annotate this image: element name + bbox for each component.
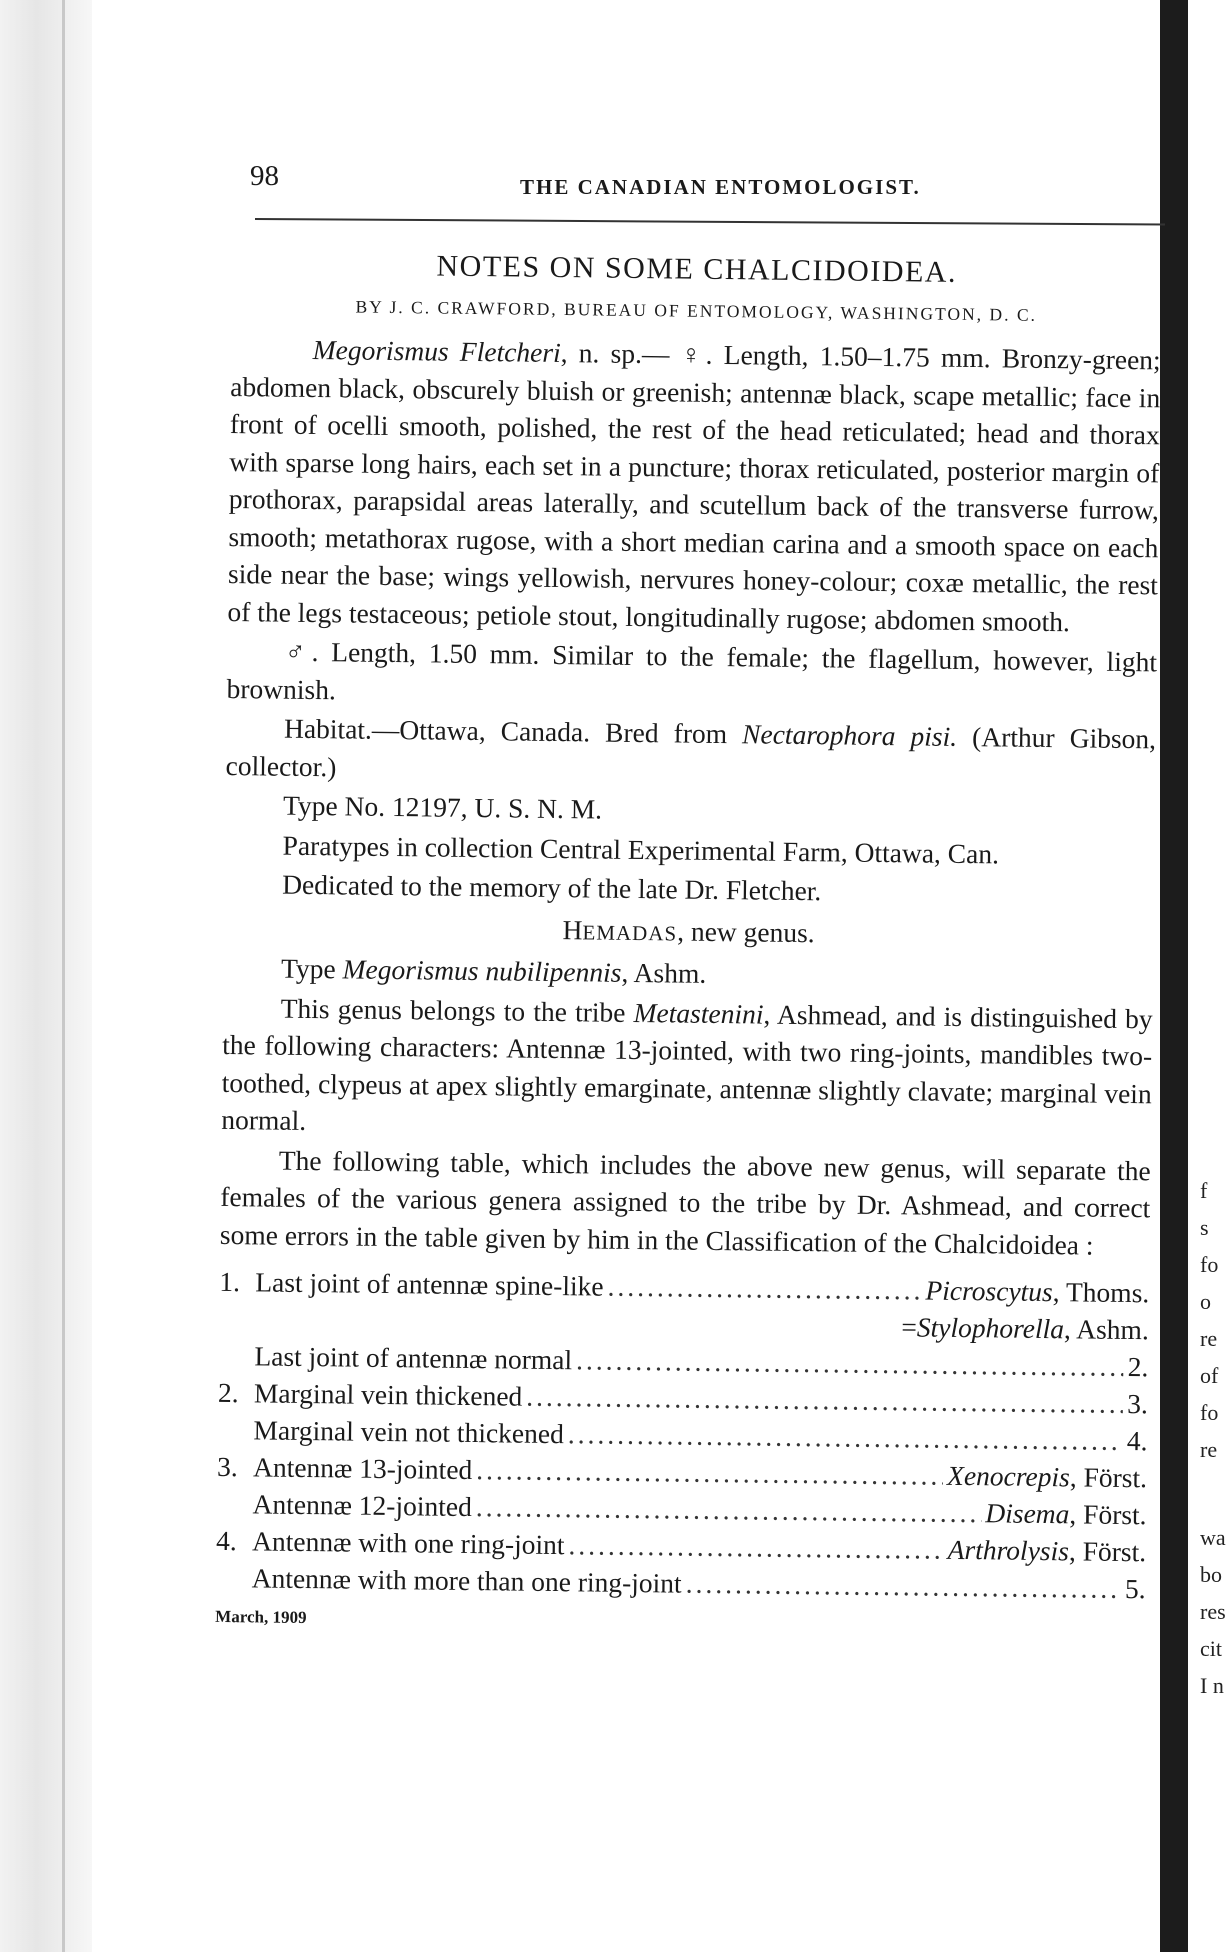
key-result bbox=[1127, 1422, 1148, 1460]
key-synonym-prefix: = bbox=[901, 1311, 918, 1343]
key-leader-dots bbox=[607, 1268, 921, 1309]
key-couplet-ref: 2. bbox=[1127, 1351, 1149, 1383]
key-genus: Arthrolysis bbox=[947, 1533, 1070, 1567]
key-number: 3. bbox=[216, 1450, 238, 1483]
tribe-name: Metastenini bbox=[633, 996, 764, 1030]
genus-type-prefix: Type bbox=[280, 952, 343, 985]
key-author: , Ashm. bbox=[1063, 1313, 1150, 1346]
genus-name: EMADAS bbox=[582, 919, 678, 945]
type-number: Type No. 12197, U. S. N. M. bbox=[282, 789, 603, 825]
species-description bbox=[227, 330, 1161, 641]
paratypes: Paratypes in collection Central Experimental Farm, Ottawa, Can. bbox=[282, 829, 1000, 869]
edge-fragment: wa bbox=[1200, 1525, 1226, 1550]
habitat-collector: (Arthur Gibson, collector.) bbox=[225, 720, 1157, 782]
edge-fragment: fo bbox=[1200, 1252, 1219, 1277]
key-couplet-ref: 3. bbox=[1127, 1388, 1149, 1420]
host-name: Nectarophora pisi. bbox=[741, 718, 958, 752]
genus-type-species: Megorismus nubilipennis bbox=[342, 953, 622, 988]
key-result bbox=[925, 1272, 1149, 1312]
key-result bbox=[1128, 1348, 1149, 1386]
key-text: Marginal vein thickened bbox=[253, 1377, 523, 1412]
page-number: 98 bbox=[250, 160, 279, 192]
edge-fragment: f bbox=[1200, 1178, 1208, 1203]
key-number: 4. bbox=[215, 1524, 237, 1557]
key-result bbox=[947, 1531, 1146, 1571]
key-number: 1. bbox=[219, 1265, 241, 1298]
habitat-text: Habitat.—Ottawa, Canada. Bred from bbox=[283, 712, 743, 750]
key-text: Last joint of antennæ spine-like bbox=[255, 1266, 604, 1302]
species-designation: , n. sp.— ♀. Length, 1.50–1.75 mm. Bronzy-green; abdomen black, obscurely bluish or greenish; antennæ black, scape metallic; face in front of ocelli smooth, polished, the rest of the head reticulated; head and thorax with sparse long hairs, each set in a puncture; thorax reticulated, posterior margin of prothorax, parapsidal areas laterally, and scutellum back of the transverse furrow, smooth; metathorax rugose, with a short median carina and a smooth space on each side near the base; wings yellowish, nervures honey-colour; coxæ metallic, the rest of the legs testaceous; petiole stout, longitudinally rugose; abdomen smooth. bbox=[227, 337, 1161, 637]
key-author: , Thoms. bbox=[1052, 1276, 1150, 1309]
article-body bbox=[215, 245, 1162, 1647]
key-text: Antennæ with more than one ring-joint bbox=[251, 1562, 682, 1599]
edge-fragment: I n bbox=[1200, 1673, 1224, 1698]
edge-fragment: res bbox=[1200, 1599, 1226, 1624]
edge-fragment: re bbox=[1200, 1326, 1218, 1351]
genus-desc-prefix: This genus belongs to the tribe bbox=[280, 992, 634, 1028]
key-text: Antennæ with one ring-joint bbox=[251, 1525, 565, 1561]
key-result bbox=[985, 1494, 1147, 1533]
key-author: , Först. bbox=[1068, 1535, 1147, 1568]
key-result bbox=[947, 1457, 1147, 1497]
key-leader-dots bbox=[476, 1451, 943, 1494]
key-leader-dots bbox=[685, 1565, 1121, 1608]
key-genus: Stylophorella bbox=[916, 1311, 1065, 1345]
running-title: THE CANADIAN ENTOMOLOGIST. bbox=[520, 175, 921, 199]
key-text: Last joint of antennæ normal bbox=[254, 1340, 573, 1376]
genus-initial: H bbox=[562, 913, 583, 945]
issue-date: March, 1909 bbox=[215, 1606, 307, 1628]
edge-fragment: re bbox=[1200, 1437, 1218, 1462]
key-couplet-ref: 5. bbox=[1124, 1573, 1146, 1605]
article-byline: BY J. C. CRAWFORD, BUREAU OF ENTOMOLOGY, WASHINGTON, D. C. bbox=[355, 296, 1038, 325]
key-author: , Först. bbox=[1069, 1498, 1147, 1531]
edge-fragment: fo bbox=[1200, 1400, 1219, 1425]
key-result bbox=[1127, 1385, 1148, 1423]
key-text: Antennæ 13-jointed bbox=[252, 1451, 473, 1486]
key-text: Marginal vein not thickened bbox=[253, 1414, 565, 1450]
male-description: ♂. Length, 1.50 mm. Similar to the female; the flagellum, however, light brownish. bbox=[226, 635, 1158, 705]
genus-type-author: , Ashm. bbox=[621, 956, 707, 989]
key-genus: Xenocrepis bbox=[946, 1459, 1071, 1493]
genus-label: , new genus. bbox=[677, 914, 815, 948]
key-genus: Disema bbox=[985, 1497, 1070, 1530]
dedication: Dedicated to the memory of the late Dr. Fletcher. bbox=[282, 868, 822, 907]
identification-key bbox=[215, 1263, 1149, 1607]
edge-fragment: of bbox=[1200, 1363, 1219, 1388]
species-name: Megorismus Fletcheri bbox=[312, 333, 561, 369]
habitat bbox=[225, 709, 1156, 795]
key-result bbox=[1125, 1570, 1146, 1608]
key-couplet-ref: 4. bbox=[1126, 1425, 1148, 1457]
edge-fragment: s bbox=[1200, 1215, 1209, 1240]
edge-fragment: bo bbox=[1200, 1562, 1222, 1587]
key-author: , Först. bbox=[1069, 1461, 1148, 1494]
table-intro: The following table, which includes the above new genus, will separate the females of the various genera assigned to the tribe by Dr. Ashmead, and correct some errors in the table given by him in the Classification of the Chalcidoidea : bbox=[219, 1144, 1151, 1261]
edge-fragment: cit bbox=[1200, 1636, 1222, 1661]
header-rule bbox=[255, 218, 1165, 226]
edge-fragment: o bbox=[1200, 1289, 1211, 1314]
article-title: NOTES ON SOME CHALCIDOIDEA. bbox=[436, 249, 958, 289]
key-text: Antennæ 12-jointed bbox=[252, 1488, 473, 1523]
key-leader-dots bbox=[568, 1526, 944, 1568]
key-number: 2. bbox=[217, 1376, 239, 1409]
genus-desc-text: , Ashmead, and is distinguished by the following characters: Antennæ 13-jointed, with two ring-joints, mandibles two-toothed, clypeus at apex slightly emarginate, antennæ slightly clavate; marginal vein normal. bbox=[221, 998, 1153, 1136]
key-genus: Picroscytus bbox=[925, 1274, 1053, 1308]
genus-description bbox=[221, 988, 1153, 1149]
